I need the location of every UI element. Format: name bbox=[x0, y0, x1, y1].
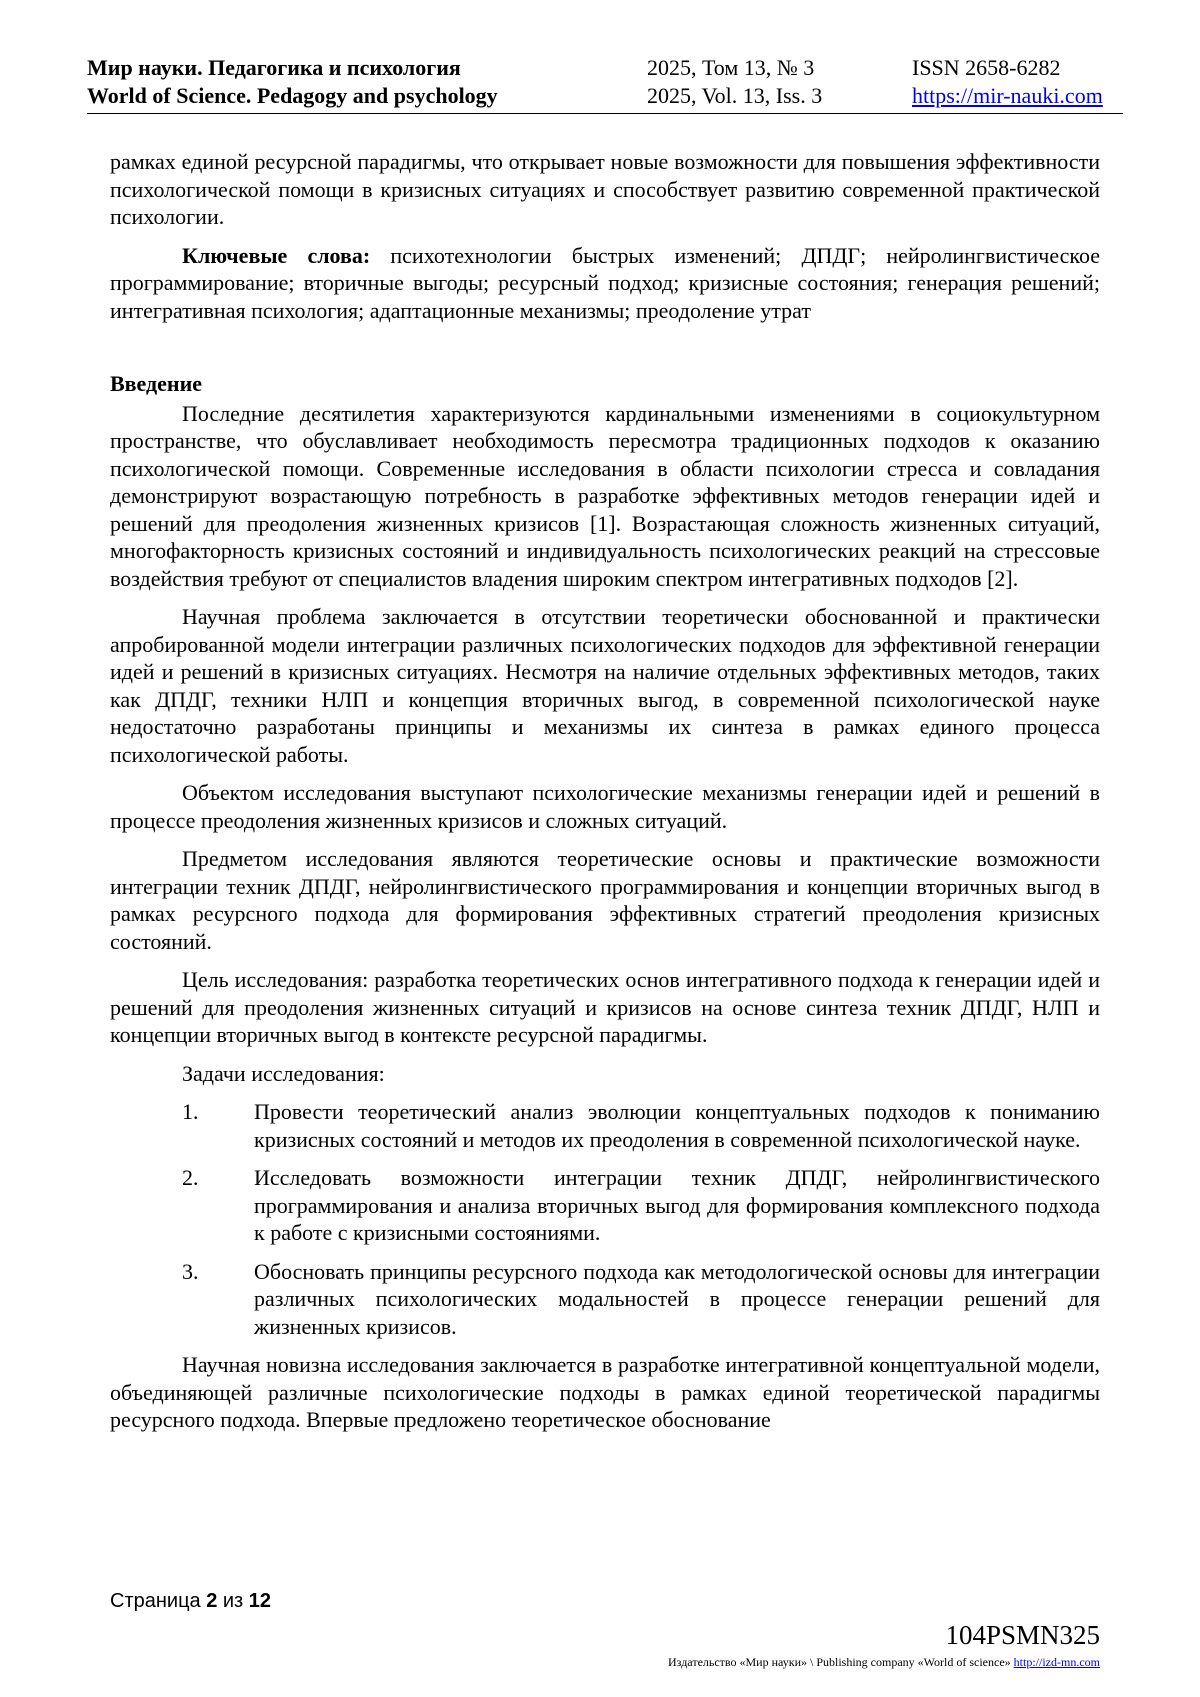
intro-paragraph-4: Предметом исследования являются теоретические основы и практические возможности интеграции техник ДПДГ, нейролингвистического программирования и концепции вторичных выгод в рамках ресурсного подхода для формирования эффективных стратегий преодоления кризисных состояний. bbox=[110, 846, 1100, 954]
keywords-text: психотехнологии быстрых изменений; ДПДГ; нейролингвистическое программирование; вторичные выгоды; ресурсный подход; кризисные состояния; генерация решений; интегративная психология; адаптационные механизмы; преодоление утрат bbox=[110, 242, 1100, 323]
intro-paragraph-5: Цель исследования: разработка теоретических основ интегративного подхода к генерации идей и решений для преодоления жизненных ситуаций и кризисов на основе синтеза техник ДПДГ, НЛП и концепции вторичных выгод в контексте ресурсной парадигмы. bbox=[110, 967, 1100, 1047]
issue-info bbox=[647, 54, 822, 110]
list-item-text: Обосновать принципы ресурсного подхода как методологической основы для интеграции различных психологических модальностей в процессе генерации решений для жизненных кризисов. bbox=[254, 1258, 1100, 1339]
tasks-list bbox=[110, 1098, 1100, 1340]
intro-paragraph-1: Последние десятилетия характеризуются кардинальными изменениями в социокультурном пространстве, что обуславливает необходимость пересмотра традиционных подходов к оказанию психологической помощи. Современные исследования в области психологии стресса и совладания демонстрируют возрастающую потребность в разработке эффективных методов генерации идей и решений для преодоления жизненных кризисов [1]. Возрастающая сложность жизненных ситуаций, многофакторность кризисных состояний и индивидуальность психологических реакций на стрессовые воздействия требуют от специалистов владения широким спектром интегративных подходов [2]. bbox=[110, 400, 1100, 591]
journal-title bbox=[87, 54, 498, 110]
header-divider bbox=[87, 113, 1123, 114]
page-header bbox=[87, 54, 1123, 112]
issue-en: 2025, Vol. 13, Iss. 3 bbox=[647, 83, 823, 108]
list-item-number: 2. bbox=[182, 1165, 199, 1190]
publisher-text: Издательство «Мир науки» \ Publishing company «World of science» bbox=[668, 1655, 1014, 1669]
list-item-text: Исследовать возможности интеграции техник ДПДГ, нейролингвистического программирования и анализа вторичных выгод для формирования комплексного подхода к работе с кризисными состояниями. bbox=[254, 1165, 1100, 1245]
journal-url-link[interactable]: https://mir-nauki.com bbox=[912, 83, 1103, 108]
list-item bbox=[110, 1098, 1100, 1153]
abstract-tail: рамках единой ресурсной парадигмы, что открывает новые возможности для повышения эффективности психологической помощи в кризисных ситуациях и способствует развитию современной практической психологии. bbox=[110, 149, 1100, 229]
issn-block bbox=[912, 54, 1103, 110]
publisher-url-link[interactable]: http://izd-mn.com bbox=[1013, 1655, 1100, 1669]
intro-paragraph-3: Объектом исследования выступают психологические механизмы генерации идей и решений в процессе преодоления жизненных кризисов и сложных ситуаций. bbox=[110, 780, 1100, 833]
tasks-intro: Задачи исследования: bbox=[182, 1060, 385, 1086]
article-body bbox=[110, 148, 1100, 1445]
list-item bbox=[110, 1164, 1100, 1247]
article-code: 104PSMN325 bbox=[945, 1620, 1100, 1650]
intro-paragraph-2: Научная проблема заключается в отсутствии теоретически обоснованной и практически апробированной модели интеграции различных психологических подходов для эффективной генерации идей и решений в кризисных ситуациях. Несмотря на наличие отдельных эффективных методов, таких как ДПДГ, техники НЛП и концепция вторичных выгод, в современной психологической науке недостаточно разработаны принципы и механизмы их синтеза в рамках единого процесса психологической работы. bbox=[110, 604, 1100, 767]
issn: ISSN 2658-6282 bbox=[912, 55, 1061, 80]
issue-ru: 2025, Том 13, № 3 bbox=[647, 55, 815, 80]
intro-paragraph-6: Научная новизна исследования заключается в разработке интегративной концептуальной модели, объединяющей различные психологические подходы в рамках единой теоретической парадигмы ресурсного подхода. Впервые предложено теоретическое обоснование bbox=[110, 1352, 1100, 1432]
page-number bbox=[110, 1590, 271, 1613]
journal-title-ru: Мир науки. Педагогика и психология bbox=[87, 55, 461, 80]
page-mid: из bbox=[217, 1590, 249, 1612]
list-item bbox=[110, 1258, 1100, 1341]
page-total: 12 bbox=[248, 1590, 272, 1612]
list-item-number: 1. bbox=[182, 1099, 199, 1124]
keywords-paragraph bbox=[110, 242, 1100, 325]
publisher-line bbox=[668, 1655, 1100, 1670]
journal-title-en: World of Science. Pedagogy and psychology bbox=[87, 83, 498, 108]
list-item-text: Провести теоретический анализ эволюции концептуальных подходов к пониманию кризисных состояний и методов их преодоления в современной психологической науке. bbox=[254, 1099, 1100, 1152]
page-prefix: Страница bbox=[110, 1590, 207, 1612]
page-current: 2 bbox=[206, 1590, 218, 1612]
list-item-number: 3. bbox=[182, 1258, 199, 1284]
section-heading: Введение bbox=[110, 371, 203, 396]
keywords-label: Ключевые слова: bbox=[182, 242, 371, 268]
